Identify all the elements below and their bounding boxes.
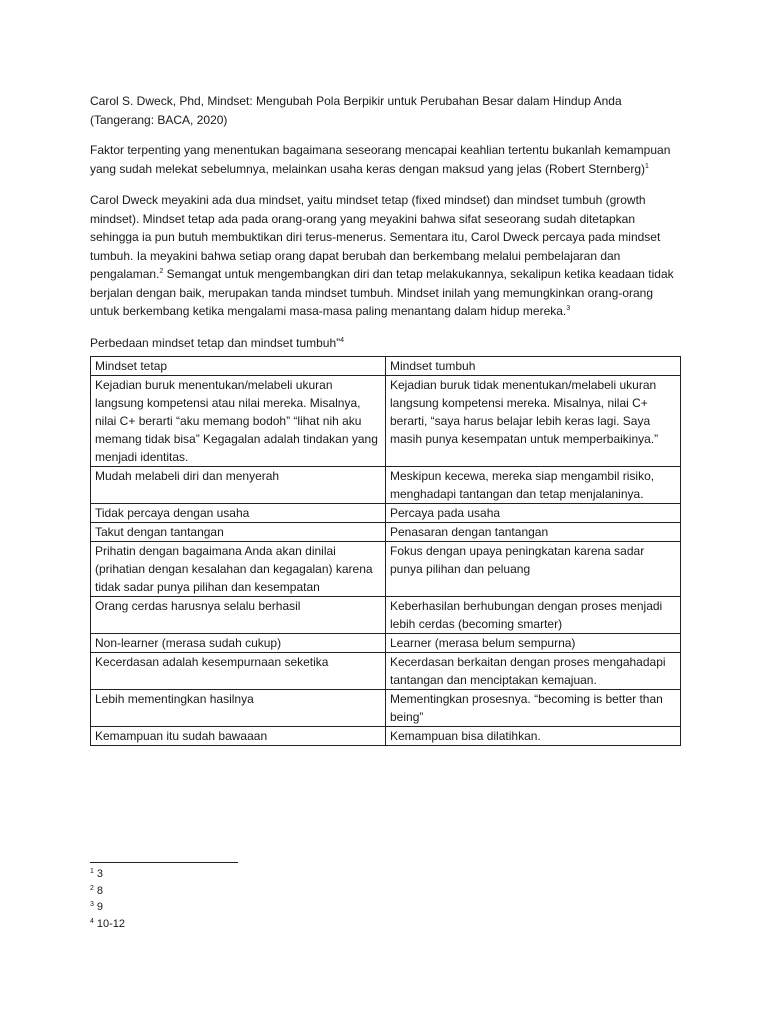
table-row xyxy=(91,653,681,690)
paragraph-text: Carol Dweck meyakini ada dua mindset, yaitu mindset tetap (fixed mindset) dan mindset tumbuh (growth mindset). Mindset tetap ada pada orang-orang yang meyakini bahwa sifat seseorang sudah ditetapkan sehingga ia pun butuh membuktikan diri terus-menerus. Sementara itu, Carol Dweck percaya pada mindset tumbuh. Ia meyakini bahwa setiap orang dapat berubah dan berkembang melalui pembelajaran dan pengalaman. xyxy=(90,193,661,281)
table-cell: Kemampuan bisa dilatihkan. xyxy=(386,727,681,746)
footnote-item xyxy=(90,916,238,933)
header-cell-fixed: Mindset tetap xyxy=(91,357,386,376)
footnote-item xyxy=(90,899,238,916)
footnote-number: 2 xyxy=(90,884,94,892)
table-cell: Fokus dengan upaya peningkatan karena sadar punya pilihan dan peluang xyxy=(386,542,681,597)
table-cell: Penasaran dengan tantangan xyxy=(386,523,681,542)
footnotes-section xyxy=(90,862,238,932)
footnote-text: 8 xyxy=(96,884,104,897)
table-cell: Orang cerdas harusnya selalu berhasil xyxy=(91,597,386,634)
mindset-comparison-table xyxy=(90,356,681,746)
table-row xyxy=(91,467,681,504)
caption-text: Perbedaan mindset tetap dan mindset tumbuh” xyxy=(90,335,341,350)
table-header-row xyxy=(91,357,681,376)
footnote-number: 4 xyxy=(90,917,94,925)
table-row xyxy=(91,504,681,523)
table-row xyxy=(91,597,681,634)
table-cell: Kecerdasan adalah kesempurnaan seketika xyxy=(91,653,386,690)
table-cell: Kejadian buruk menentukan/melabeli ukuran langsung kompetensi atau nilai mereka. Misalnya, nilai C+ berarti “aku memang bodoh” “lihat nih aku memang tidak bisa” Kegagalan adalah tindakan yang menjadi identitas. xyxy=(91,376,386,467)
table-cell: Non-learner (merasa sudah cukup) xyxy=(91,634,386,653)
footnote-item xyxy=(90,883,238,900)
table-cell: Takut dengan tantangan xyxy=(91,523,386,542)
paragraph-text: Faktor terpenting yang menentukan bagaimana seseorang mencapai keahlian tertentu bukanlah kemampuan yang sudah melekat sebelumnya, melainkan usaha keras dengan maksud yang jelas (Robert Sternberg) xyxy=(90,143,671,176)
paragraph-carol-dweck xyxy=(90,191,680,321)
table-cell: Prihatin dengan bagaimana Anda akan dinilai (prihatian dengan kesalahan dan kegagalan) karena tidak sadar punya pilihan dan kesempatan xyxy=(91,542,386,597)
table-row xyxy=(91,542,681,597)
footnote-text: 10-12 xyxy=(96,917,126,930)
table-caption xyxy=(90,334,680,353)
footnote-ref: 1 xyxy=(645,162,649,170)
table-cell: Keberhasilan berhubungan dengan proses menjadi lebih cerdas (becoming smarter) xyxy=(386,597,681,634)
footnote-ref: 2 xyxy=(159,268,164,275)
document-page xyxy=(90,92,680,746)
book-citation: Carol S. Dweck, Phd, Mindset: Mengubah Pola Berpikir untuk Perubahan Besar dalam Hindup Anda (Tangerang: BACA, 2020) xyxy=(90,94,622,127)
table-cell: Mudah melabeli diri dan menyerah xyxy=(91,467,386,504)
table-cell: Lebih mementingkan hasilnya xyxy=(91,690,386,727)
footnote-ref: 4 xyxy=(340,336,345,344)
footnote-number: 1 xyxy=(90,868,94,875)
table-cell: Kemampuan itu sudah bawaaan xyxy=(91,727,386,746)
footnote-divider xyxy=(90,862,238,863)
table-cell: Meskipun kecewa, mereka siap mengambil risiko, menghadapi tantangan dan tetap menjalaninya. xyxy=(386,467,681,504)
table-cell: Tidak percaya dengan usaha xyxy=(91,504,386,523)
footnote-number: 3 xyxy=(90,901,94,908)
table-row xyxy=(91,376,681,467)
table-cell: Kejadian buruk tidak menentukan/melabeli ukuran langsung kompetensi mereka. Misalnya, nilai C+ berarti, “saya harus belajar lebih keras lagi. Saya masih punya kesempatan untuk memperbaikinya.” xyxy=(386,376,681,467)
table-cell: Kecerdasan berkaitan dengan proses mengahadapi tantangan dan menciptakan kemajuan. xyxy=(386,653,681,690)
footnote-ref: 3 xyxy=(566,305,571,312)
footnote-text: 9 xyxy=(96,901,104,913)
table-cell: Learner (merasa belum sempurna) xyxy=(386,634,681,653)
table-row xyxy=(91,690,681,727)
header-cell-growth: Mindset tumbuh xyxy=(386,357,681,376)
table-cell: Mementingkan prosesnya. “becoming is better than being” xyxy=(386,690,681,727)
table-cell: Percaya pada usaha xyxy=(386,504,681,523)
table-row xyxy=(91,727,681,746)
table-row xyxy=(91,634,681,653)
footnote-item xyxy=(90,866,238,883)
paragraph-robert-sternberg xyxy=(90,141,680,178)
table-row xyxy=(91,523,681,542)
footnote-text: 3 xyxy=(96,868,104,880)
paragraph-text: Semangat untuk mengembangkan diri dan tetap melakukannya, sekalipun ketika keadaan tidak berjalan dengan baik, merupakan tanda mindset tumbuh. Mindset inilah yang memungkinkan orang-orang untuk berkembang ketika mengalami masa-masa paling menantang dalam hidup mereka. xyxy=(90,267,674,318)
